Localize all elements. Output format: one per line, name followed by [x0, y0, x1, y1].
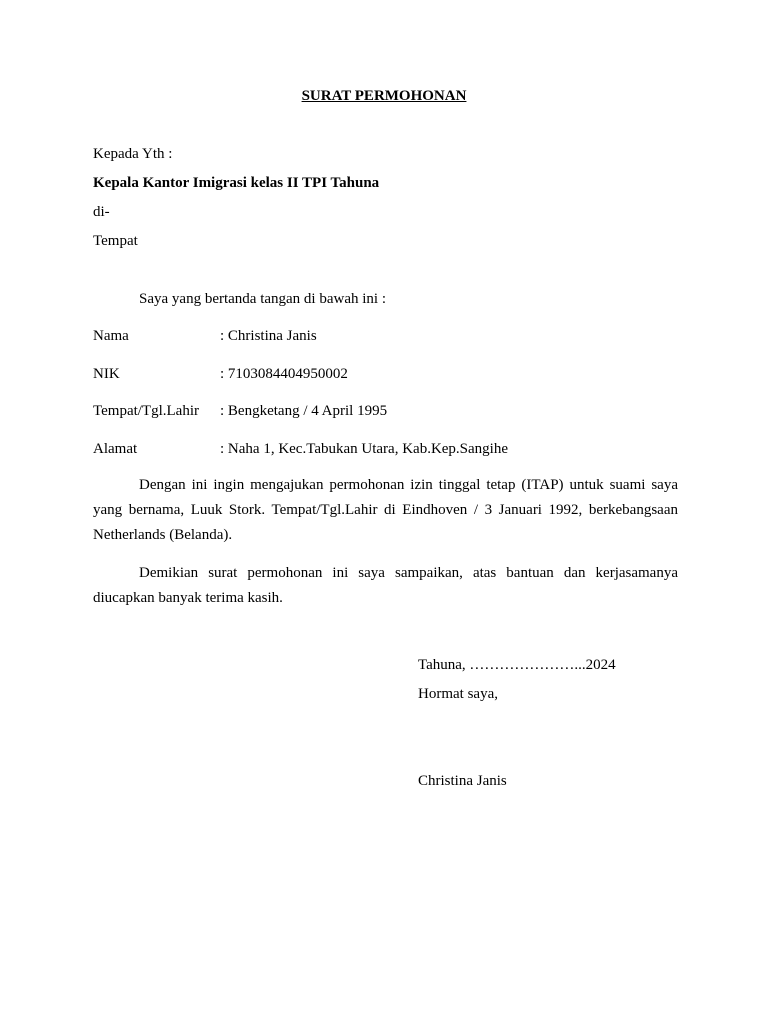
- intro-sentence: Saya yang bertanda tangan di bawah ini :: [139, 291, 387, 307]
- field-value-nama: : Christina Janis: [220, 328, 317, 344]
- field-label-birth: Tempat/Tgl.Lahir: [93, 403, 199, 419]
- signature-closing: Hormat saya,: [418, 686, 498, 702]
- recipient-place: Tempat: [93, 233, 138, 249]
- signature-place-date: Tahuna, …………………...2024: [418, 657, 616, 673]
- recipient-name: Kepala Kantor Imigrasi kelas II TPI Tahuna: [93, 175, 380, 191]
- field-label-nik: NIK: [93, 366, 120, 382]
- field-value-address: : Naha 1, Kec.Tabukan Utara, Kab.Kep.Sangihe: [220, 441, 509, 457]
- body-paragraph-request: Dengan ini ingin mengajukan permohonan izin tinggal tetap (ITAP) untuk suami saya yang bernama, Luuk Stork. Tempat/Tgl.Lahir di Eindhoven / 3 Januari 1992, berkebangsaan Netherlands (Belanda).: [93, 477, 678, 543]
- signature-name: Christina Janis: [418, 773, 507, 789]
- field-value-nik: : 7103084404950002: [220, 366, 348, 382]
- letter-title: SURAT PERMOHONAN: [301, 88, 467, 104]
- field-label-nama: Nama: [93, 328, 129, 344]
- recipient-di: di-: [93, 204, 110, 220]
- recipient-salutation: Kepada Yth :: [93, 146, 173, 162]
- body-paragraph-closing: Demikian surat permohonan ini saya sampaikan, atas bantuan dan kerjasamanya diucapkan banyak terima kasih.: [93, 565, 678, 606]
- field-value-birth: : Bengketang / 4 April 1995: [220, 403, 388, 419]
- field-label-address: Alamat: [93, 441, 138, 457]
